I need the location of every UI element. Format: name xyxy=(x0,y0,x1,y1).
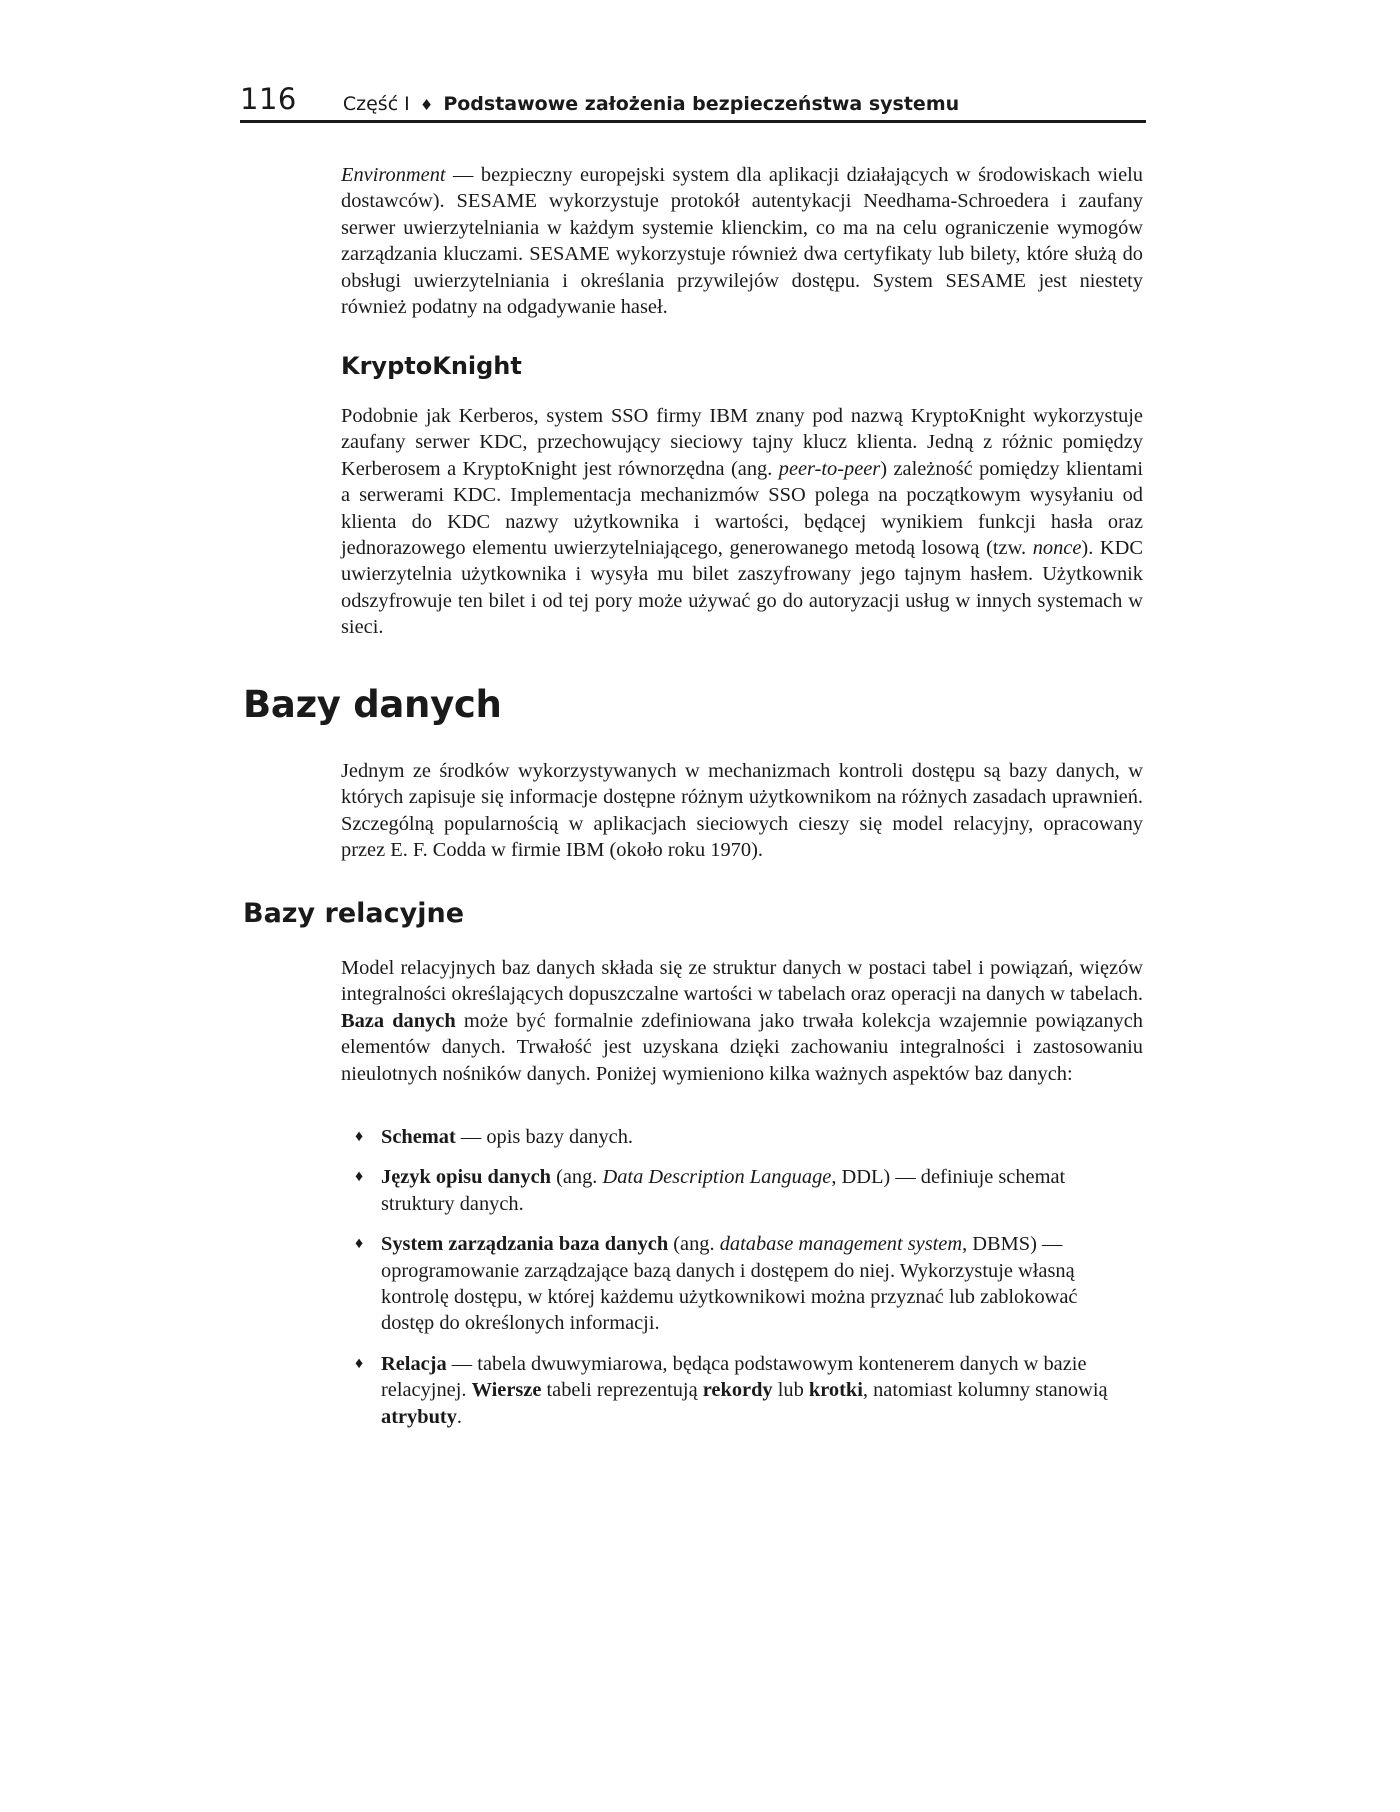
paragraph-bazy-danych xyxy=(341,758,1143,864)
term-relacja: Relacja xyxy=(381,1352,447,1375)
aspects-list xyxy=(341,1124,1131,1444)
paragraph-bazy-relacyjne xyxy=(341,955,1143,1087)
term-environment: Environment xyxy=(341,164,446,186)
text-run: może być formalnie zdefiniowana jako trwała kolekcja wzajemnie powiązanych elementów danych. Trwałość jest uzyskana dzięki zachowaniu integralności i zastosowaniu nieulotnych nośników danych. Poniżej wymieniono kilka ważnych aspektów baz danych: xyxy=(341,1009,1143,1085)
term-data-description-language: Data Description Language xyxy=(602,1166,832,1189)
text-run: , natomiast kolumny stanowią xyxy=(862,1379,1108,1402)
diamond-bullet-icon: ♦ xyxy=(355,1168,364,1186)
text-run: lub xyxy=(772,1379,809,1402)
diamond-separator-icon: ♦ xyxy=(419,96,434,114)
text-run: Jednym ze środków wykorzystywanych w mechanizmach kontroli dostępu są bazy danych, w których zapisuje się informacje dostępne różnym użytkownikom na różnych zasadach uprawnień. Szczególną popularnością w aplikacjach sieciowych cieszy się model relacyjny, opracowany przez E. F. Codda w firmie IBM (około roku 1970). xyxy=(341,760,1143,862)
text-run: — tabela dwuwymiarowa, będąca podstawowym kontenerem danych w bazie relacyjnej. xyxy=(381,1352,1087,1402)
chapter-title: Podstawowe założenia bezpieczeństwa systemu xyxy=(443,93,960,115)
text-run: Podobnie jak Kerberos, system SSO firmy IBM znany pod nazwą KryptoKnight wykorzystuje zaufany serwer KDC, przechowujący sieciowy tajny klucz klienta. Jedną z różnic pomiędzy Kerberosem a KryptoKnight jest równorzędna (ang. xyxy=(341,405,1143,480)
part-and-chapter xyxy=(343,95,959,120)
text-run: ). KDC uwierzytelnia użytkownika i wysyła mu bilet zaszyfrowany jego tajnym hasłem. Użytkownik odszyfrowuje ten bilet i od tej pory może używać go do autoryzacji usług w innych systemach w sieci. xyxy=(341,537,1143,639)
text-run: — bezpieczny europejski system dla aplikacji działających w środowiskach wielu dostawców). SESAME wykorzystuje protokół autentykacji Needhama-Schroedera i zaufany serwer uwierzytelniania w każdym systemie klienckim, co ma na celu ograniczenie wymogów zarządzania kluczami. SESAME wykorzystuje również dwa certyfikaty lub bilety, które służą do obsługi uwierzytelniania i określania przywilejów dostępu. System SESAME jest niestety również podatny na odgadywanie haseł. xyxy=(341,164,1143,319)
term-database-management-system: database management system xyxy=(719,1233,963,1256)
diamond-bullet-icon: ♦ xyxy=(355,1354,364,1372)
term-wiersze: Wiersze xyxy=(471,1379,542,1402)
text-run: ) zależność pomiędzy klientami a serwerami KDC. Implementacja mechanizmów SSO polega na początkowym wysyłaniu od klienta do KDC nazwy użytkownika i wartości, będącej wynikiem funkcji hasła oraz jednorazowego elementu uwierzytelniającego, generowanego metodą losową (tzw. xyxy=(341,457,1143,560)
term-krotki: krotki xyxy=(808,1379,863,1402)
term-rekordy: rekordy xyxy=(702,1379,773,1402)
text-run: tabeli reprezentują xyxy=(541,1379,703,1402)
heading-bazy-danych: Bazy danych xyxy=(243,683,502,726)
term-schemat: Schemat xyxy=(381,1126,456,1148)
term-peer-to-peer: peer-to-peer xyxy=(778,457,881,480)
heading-kryptoknight: KryptoKnight xyxy=(341,352,522,380)
term-baza-danych: Baza danych xyxy=(341,1009,456,1032)
list-item xyxy=(341,1124,1131,1150)
running-header xyxy=(240,82,1146,123)
heading-bazy-relacyjne: Bazy relacyjne xyxy=(243,898,465,929)
part-label: Część I xyxy=(342,93,410,115)
term-atrybuty: atrybuty xyxy=(381,1405,457,1428)
list-item xyxy=(341,1351,1131,1430)
text-run: . xyxy=(456,1405,463,1428)
text-run: (ang. xyxy=(550,1166,603,1189)
term-jezyk-opisu-danych: Język opisu danych xyxy=(381,1166,551,1189)
term-nonce: nonce xyxy=(1032,537,1082,560)
page-number: 116 xyxy=(240,82,297,116)
paragraph-kryptoknight xyxy=(341,403,1143,641)
text-run: , DDL) — definiuje schemat struktury danych. xyxy=(381,1166,1066,1215)
diamond-bullet-icon: ♦ xyxy=(355,1235,364,1253)
text-run: Model relacyjnych baz danych składa się ze struktur danych w postaci tabel i powiązań, więzów integralności określających dopuszczalne wartości w tabelach oraz operacji na danych w tabelach. xyxy=(341,957,1143,1006)
list-item xyxy=(341,1164,1131,1217)
diamond-bullet-icon: ♦ xyxy=(355,1128,364,1145)
text-run: (ang. xyxy=(668,1233,720,1256)
text-run: , DBMS) — oprogramowanie zarządzające bazą danych i dostępem do niej. Wykorzystuje własną kontrolę dostępu, w której każdemu użytkownikowi można przyznać lub zablokować dostęp do określonych informacji. xyxy=(381,1233,1078,1335)
term-dbms: System zarządzania baza danych xyxy=(381,1233,669,1256)
list-item xyxy=(341,1231,1131,1337)
paragraph-sesame xyxy=(341,162,1143,320)
text-run: — opis bazy danych. xyxy=(455,1126,634,1148)
